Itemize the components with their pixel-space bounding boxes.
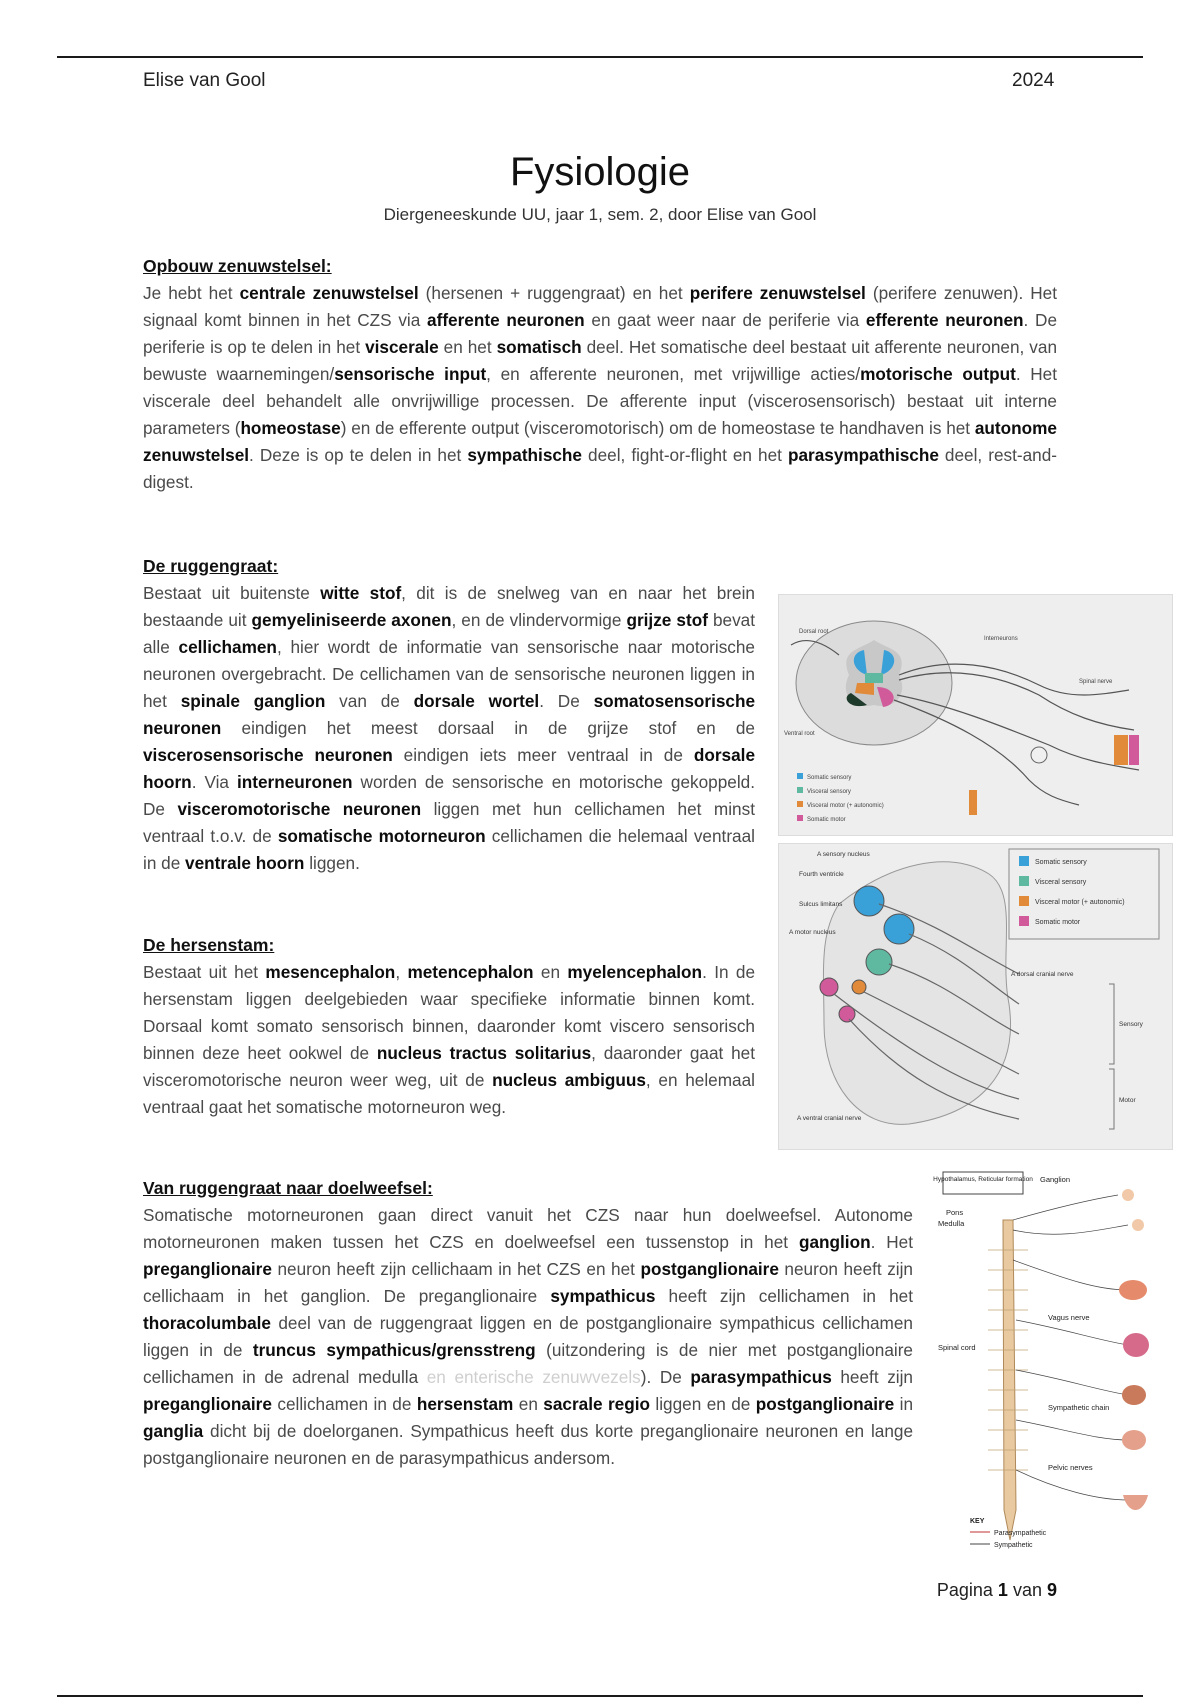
svg-text:Somatic sensory: Somatic sensory xyxy=(1035,859,1087,866)
svg-text:Somatic motor: Somatic motor xyxy=(1035,919,1081,926)
key-term: autonome zenuwstelsel xyxy=(143,418,1057,465)
key-term: cellichamen xyxy=(178,637,277,657)
label-fourth-ventricle: Fourth ventricle xyxy=(799,871,844,878)
section-body: Somatische motorneuronen gaan direct vanuit het CZS naar hun doelweefsel. Autonome motorneuronen maken tussen het CZS en doelweefsel een tussenstop in het ganglion. Het preganglionaire neuron heeft zijn cellichaam in het CZS en het postganglionaire neuron heeft zijn cellichaam in het ganglion. De preganglionaire sympathicus heeft zijn cellichamen in het thoracolumbale deel van de ruggengraat liggen en de postganglionaire sympathicus cellichamen liggen in de truncus sympathicus/grensstreng (uitzondering is de nier met postganglionaire cellichamen in de adrenal medulla en enterische zenuwvezels). De parasympathicus heeft zijn preganglionaire cellichamen in de hersenstam en sacrale regio liggen en de postganglionaire in ganglia dicht bij de doelorganen. Sympathicus heeft dus korte preganglionaire neuronen en lange postganglionaire neuronen en de parasympathicus andersom. xyxy=(143,1205,914,1468)
key-term: witte stof xyxy=(320,583,402,603)
svg-text:Sympathetic: Sympathetic xyxy=(994,1542,1033,1549)
key-term: dorsale hoorn xyxy=(143,745,755,792)
key-term: perifere zenuwstelsel xyxy=(689,283,866,303)
svg-text:Visceral sensory: Visceral sensory xyxy=(807,789,851,795)
key-term: somatisch xyxy=(496,337,582,357)
section-opbouw xyxy=(143,253,1057,496)
spinal-legend xyxy=(797,773,884,823)
svg-text:Visceral motor (+ autonomic): Visceral motor (+ autonomic) xyxy=(807,803,884,809)
label-pelvic-nerves: Pelvic nerves xyxy=(1048,1463,1093,1472)
section-heading: De ruggengraat: xyxy=(143,556,279,576)
key-term: ventrale hoorn xyxy=(185,853,305,873)
header-author: Elise van Gool xyxy=(143,70,266,91)
label-ventral-root: Ventral root xyxy=(784,731,815,737)
key-term: viscerale xyxy=(365,337,439,357)
svg-text:KEY: KEY xyxy=(970,1518,985,1525)
key-term: efferente neuronen xyxy=(865,310,1024,330)
svg-text:Visceral sensory: Visceral sensory xyxy=(1035,879,1087,886)
label-medulla: Medulla xyxy=(938,1219,965,1228)
header-year: 2024 xyxy=(1012,70,1055,91)
key-term: sacrale regio xyxy=(543,1394,650,1414)
key-term: ganglion xyxy=(798,1232,871,1252)
label-vagus-nerve: Vagus nerve xyxy=(1048,1313,1090,1322)
brainstem-figure xyxy=(778,843,1173,1150)
key-term: interneuronen xyxy=(237,772,353,792)
visceral-motor-nucleus xyxy=(852,980,866,994)
key-term: nucleus ambiguus xyxy=(492,1070,646,1090)
key-term: grijze stof xyxy=(626,610,708,630)
autonomic-figure xyxy=(928,1170,1163,1555)
spinal-cord-figure xyxy=(778,594,1173,836)
page-subtitle: Diergeneeskunde UU, jaar 1, sem. 2, door Elise van Gool xyxy=(383,205,817,224)
key-term: spinale ganglion xyxy=(180,691,326,711)
key-term: nucleus tractus solitarius xyxy=(376,1043,592,1063)
label-spinal-cord: Spinal cord xyxy=(938,1343,976,1352)
key-term: sensorische input xyxy=(334,364,487,384)
key-term: mesencephalon xyxy=(265,962,396,982)
label-pons: Pons xyxy=(946,1208,964,1217)
section-heading: Van ruggengraat naar doelweefsel: xyxy=(143,1178,433,1198)
key-term: afferente neuronen xyxy=(427,310,585,330)
key-term: myelencephalon xyxy=(567,962,703,982)
brainstem-legend xyxy=(1009,849,1159,939)
section-body: Je hebt het centrale zenuwstelsel (hersenen + ruggengraat) en het perifere zenuwstelsel (perifere zenuwen). Het signaal komt binnen in het CZS via afferente neuronen en gaat weer naar de periferie via efferente neuronen. De periferie is op te delen in het viscerale en het somatisch deel. Het somatische deel bestaat uit afferente neuronen, van bewuste waarnemingen/sensorische input, en afferente neuronen, met vrijwillige acties/motorische output. Het viscerale deel behandelt alle onvrijwillige processen. De afferente input (viscerosensorisch) bestaat uit interne parameters (homeostase) en de efferente output (visceromotorisch) om de homeostase te handhaven is het autonome zenuwstelsel. Deze is op te delen in het sympathische deel, fight-or-flight en het parasympathische deel, rest-and-digest. xyxy=(143,283,1058,492)
key-term: postganglionaire xyxy=(640,1259,779,1279)
label-sensory-nucleus: A sensory nucleus xyxy=(817,851,870,858)
key-term: truncus sympathicus/grensstreng xyxy=(252,1340,536,1360)
label-ganglion: Ganglion xyxy=(1040,1175,1071,1184)
key-term: centrale zenuwstelsel xyxy=(239,283,419,303)
key-term: postganglionaire xyxy=(755,1394,895,1414)
key-term: dorsale wortel xyxy=(413,691,540,711)
section-body: Bestaat uit het mesencephalon, metencephalon en myelencephalon. In de hersenstam liggen deelgebieden waar specifieke informatie binnen komt. Dorsaal komt somato sensorisch binnen, daaronder komt viscero sensorisch binnen deze heet ookwel de nucleus tractus solitarius, daaronder gaat het visceromotorische neuron weer weg, uit de nucleus ambiguus, en helemaal ventraal gaat het somatische motorneuron weg. xyxy=(143,962,756,1117)
label-dorsal-cranial-nerve: A dorsal cranial nerve xyxy=(1011,971,1074,978)
label-motor-nucleus: A motor nucleus xyxy=(789,929,836,936)
key-term: sympathische xyxy=(467,445,582,465)
visceral-motor-region xyxy=(855,683,874,695)
section-heading: De hersenstam: xyxy=(143,935,275,955)
label-sympathetic-chain: Sympathetic chain xyxy=(1048,1403,1110,1412)
somatic-sensory-nucleus xyxy=(884,914,914,944)
label-sensory: Sensory xyxy=(1119,1021,1143,1028)
bottom-rule xyxy=(57,1695,1143,1697)
key-term: gemyeliniseerde axonen xyxy=(251,610,452,630)
svg-text:Visceral motor (+ autonomic): Visceral motor (+ autonomic) xyxy=(1035,899,1125,906)
key-term: thoracolumbale xyxy=(143,1313,271,1333)
key-term: parasympathische xyxy=(787,445,939,465)
label-dorsal-root: Dorsal root xyxy=(799,629,829,635)
svg-text:Somatic sensory: Somatic sensory xyxy=(807,775,852,781)
top-rule xyxy=(57,56,1143,58)
key-term: somatische motorneuron xyxy=(277,826,486,846)
page-title: Fysiologie xyxy=(509,150,691,194)
somatic-motor-nucleus xyxy=(820,978,838,996)
label-sulcus-limitans: Sulcus limitans xyxy=(799,901,843,908)
key-term: preganglionaire xyxy=(143,1394,272,1414)
key-term: viscerosensorische neuronen xyxy=(143,745,393,765)
key-term: ganglia xyxy=(143,1421,204,1441)
key-term: visceromotorische neuronen xyxy=(177,799,422,819)
label-hypothalamus: Hypothalamus, Reticular formation xyxy=(933,1176,1033,1183)
section-ruggengraat xyxy=(143,553,755,877)
label-ventral-cranial-nerve: A ventral cranial nerve xyxy=(797,1115,862,1122)
key-term: homeostase xyxy=(240,418,341,438)
section-heading: Opbouw zenuwstelsel: xyxy=(143,256,332,276)
svg-text:Parasympathetic: Parasympathetic xyxy=(994,1530,1047,1537)
label-spinal-nerve: Spinal nerve xyxy=(1079,679,1113,685)
key-term: hersenstam xyxy=(416,1394,514,1414)
visceral-sensory-region xyxy=(865,673,883,683)
section-doelweefsel xyxy=(143,1175,913,1472)
key-term: parasympathicus xyxy=(690,1367,832,1387)
label-motor: Motor xyxy=(1119,1097,1136,1104)
key-term: sympathicus xyxy=(550,1286,656,1306)
key-term: motorische output xyxy=(860,364,1016,384)
page-number: Pagina 1 van 9 xyxy=(936,1580,1057,1600)
somatic-sensory-nucleus xyxy=(854,886,884,916)
key-term: preganglionaire xyxy=(143,1259,272,1279)
section-hersenstam xyxy=(143,932,755,1121)
label-interneurons: Interneurons xyxy=(984,636,1018,642)
key-term: metencephalon xyxy=(407,962,534,982)
section-body: Bestaat uit buitenste witte stof, dit is de snelweg van en naar het brein bestaande uit gemyeliniseerde axonen, en de vlindervormige grijze stof bevat alle cellichamen, hier wordt de informatie van sensorische naar motorische neuronen overgebracht. De cellichamen van de sensorische neuronen liggen in het spinale ganglion van de dorsale wortel. De somatosensorische neuronen eindigen het meest dorsaal in de grijze stof en de viscerosensorische neuronen eindigen iets meer ventraal in de dorsale hoorn. Via interneuronen worden de sensorische en motorische gekoppeld. De visceromotorische neuronen liggen met hun cellichamen het minst ventraal t.o.v. de somatische motorneuron cellichamen die helemaal ventraal in de ventrale hoorn liggen. xyxy=(143,583,756,873)
svg-text:Somatic motor: Somatic motor xyxy=(807,817,846,823)
faint-text: en enterische zenuwvezels xyxy=(426,1367,641,1387)
key-term: somatosensorische neuronen xyxy=(143,691,756,738)
visceral-sensory-nucleus xyxy=(866,949,892,975)
